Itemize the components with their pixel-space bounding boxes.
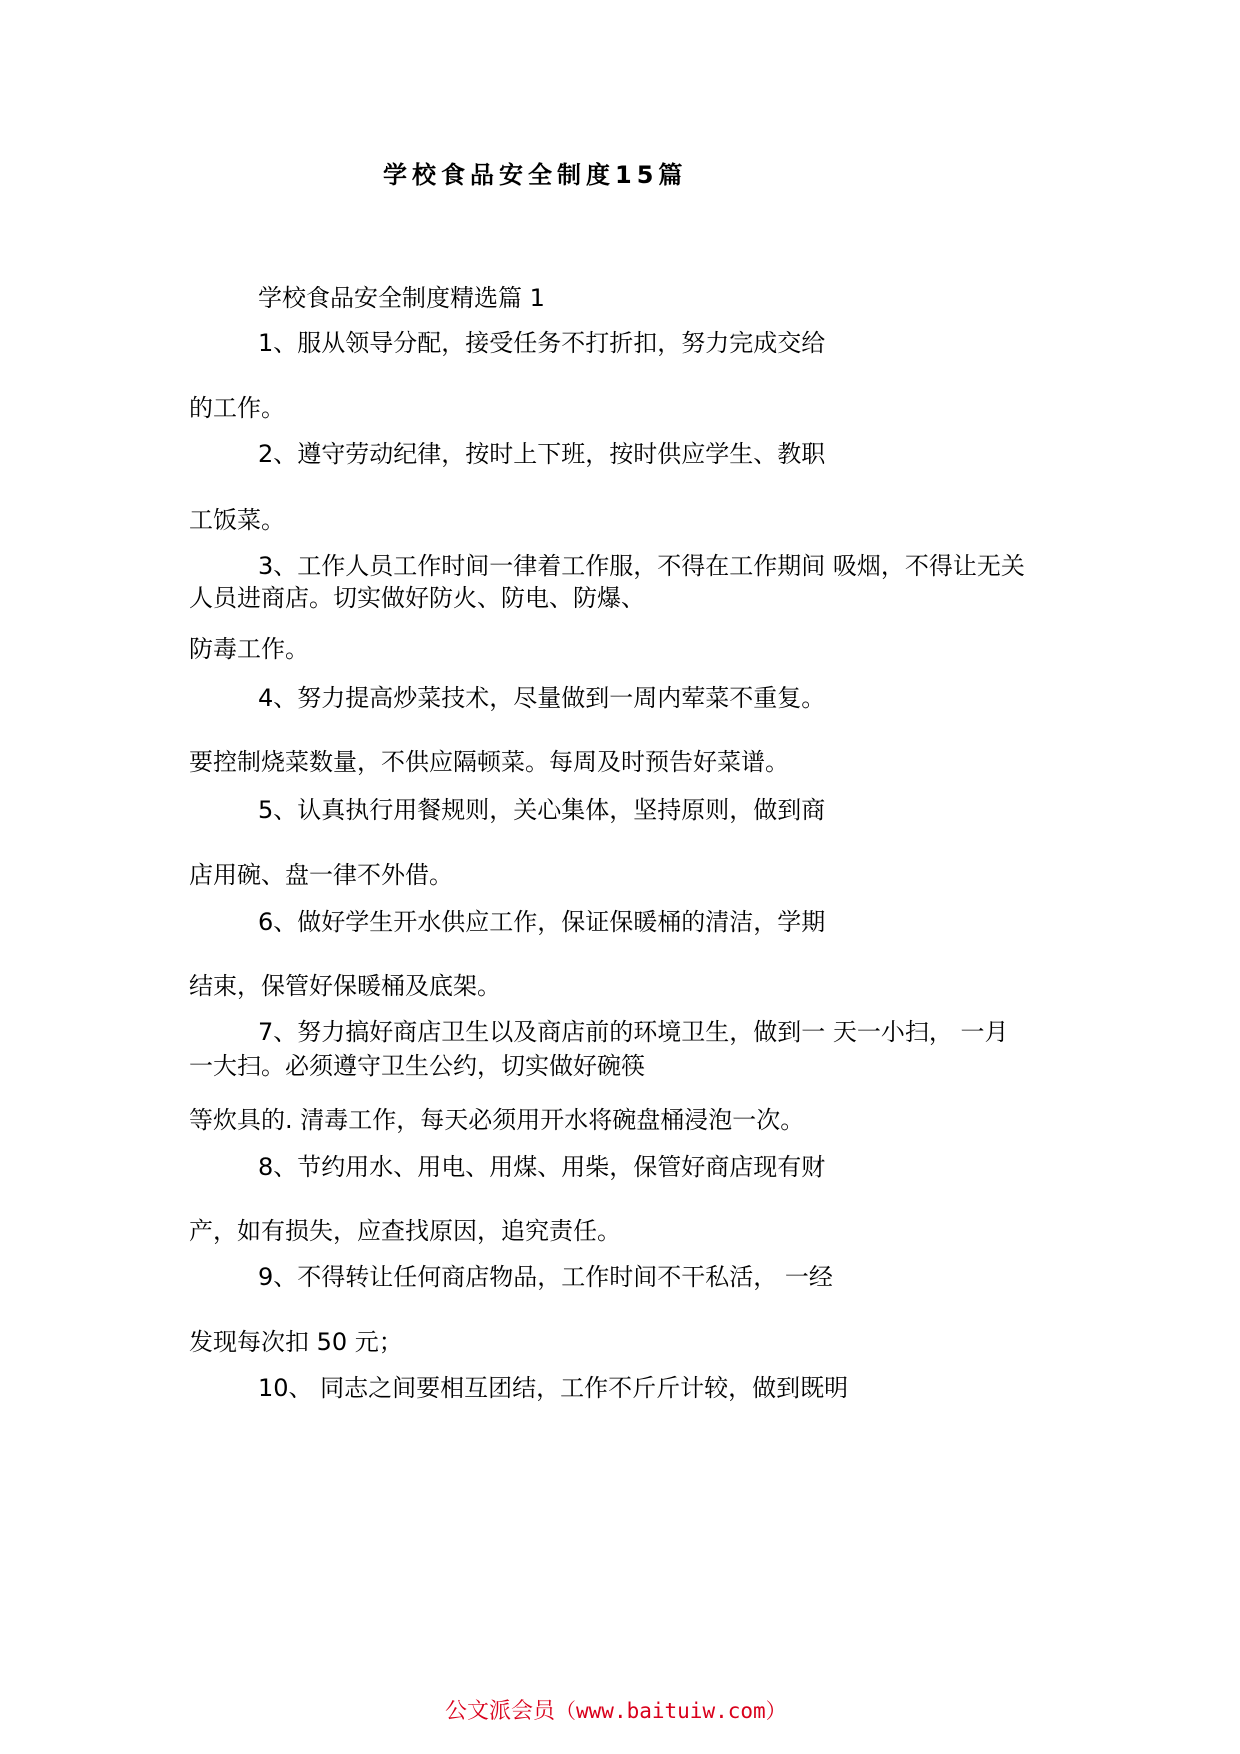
- text-line: 7、努力搞好商店卫生以及商店前的环境卫生，做到一 天一小扫， 一月: [258, 1018, 1009, 1046]
- text-line: 防毒工作。: [189, 635, 309, 663]
- text-line: 5、认真执行用餐规则，关心集体，坚持原则，做到商: [258, 796, 826, 824]
- text-line: 2、遵守劳动纪律，按时上下班，按时供应学生、教职: [258, 440, 826, 468]
- footer-brand: 公文派会员: [445, 1699, 556, 1724]
- text-line: 1、服从领导分配，接受任务不打折扣，努力完成交给: [258, 329, 826, 357]
- text-line: 的工作。: [189, 394, 285, 422]
- text-line: 3、工作人员工作时间一律着工作服，不得在工作期间 吸烟，不得让无关: [258, 552, 1025, 580]
- section-heading: 学校食品安全制度精选篇 1: [258, 284, 545, 312]
- text-line: 8、节约用水、用电、用煤、用柴，保管好商店现有财: [258, 1153, 826, 1181]
- text-line: 6、做好学生开水供应工作，保证保暖桶的清洁，学期: [258, 908, 826, 936]
- text-line: 结束，保管好保暖桶及底架。: [189, 972, 501, 1000]
- text-line: 4、努力提高炒菜技术，尽量做到一周内荤菜不重复。: [258, 684, 826, 712]
- text-line: 一大扫。必须遵守卫生公约，切实做好碗筷: [189, 1052, 645, 1080]
- text-line: 工饭菜。: [189, 506, 285, 534]
- text-line: 等炊具的. 清毒工作，每天必须用开水将碗盘桶浸泡一次。: [189, 1106, 805, 1134]
- text-line: 发现每次扣 50 元；: [189, 1328, 403, 1356]
- text-line: 店用碗、盘一律不外借。: [189, 861, 453, 889]
- text-line: 要控制烧菜数量，不供应隔顿菜。每周及时预告好菜谱。: [189, 748, 789, 776]
- text-line: 人员进商店。切实做好防火、防电、防爆、: [189, 584, 645, 612]
- text-line: 9、不得转让任何商店物品，工作时间不干私活， 一经: [258, 1263, 833, 1291]
- footer-url: （www.baituiw.com）: [555, 1699, 787, 1723]
- text-line: 10、 同志之间要相互团结，工作不斤斤计较，做到既明: [258, 1374, 849, 1402]
- text-line: 产，如有损失，应查找原因，追究责任。: [189, 1217, 621, 1245]
- document-title: 学校食品安全制度15篇: [383, 161, 688, 189]
- footer-watermark: [445, 1694, 787, 1725]
